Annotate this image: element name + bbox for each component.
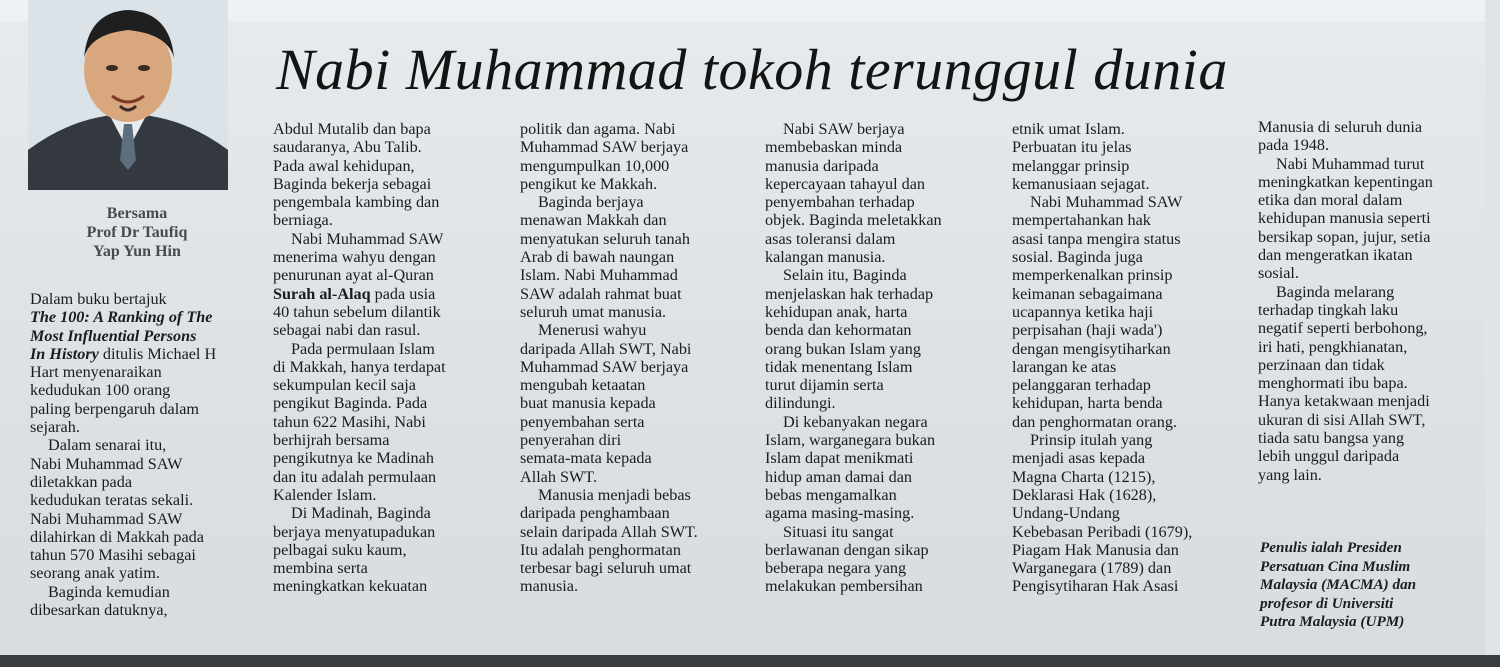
text-line: Baginda berjaya bbox=[538, 193, 644, 212]
text-line: kemanusiaan sejagat. bbox=[1012, 174, 1150, 193]
text-line: Nabi Muhammad SAW bbox=[1030, 193, 1183, 212]
text-line: pelanggaran terhadap bbox=[1012, 376, 1151, 395]
credit-line: Persatuan Cina Muslim bbox=[1260, 557, 1411, 575]
text-line: politik dan agama. Nabi bbox=[520, 120, 676, 138]
text-line: asasi tanpa mengira status bbox=[1012, 229, 1181, 248]
text-line bbox=[273, 285, 503, 303]
text-line: Kalender Islam. bbox=[273, 485, 377, 504]
text-line: pelbagai suku kaum, bbox=[273, 540, 407, 559]
text-line: sebagai nabi dan rasul. bbox=[273, 321, 421, 340]
text-line: objek. Baginda meletakkan bbox=[765, 211, 942, 230]
text-line bbox=[30, 345, 260, 363]
article-column-1 bbox=[30, 290, 260, 619]
text-line: Hanya ketakwaan menjadi bbox=[1258, 392, 1430, 411]
text-line: kedudukan 100 orang bbox=[30, 381, 171, 400]
text-line: Warganegara (1789) dan bbox=[1012, 559, 1172, 578]
text-line: Manusia menjadi bebas bbox=[538, 485, 691, 504]
text-line: penyembahan terhadap bbox=[765, 193, 915, 212]
byline bbox=[42, 204, 232, 261]
article-column-4 bbox=[765, 120, 995, 596]
text-line: kalangan manusia. bbox=[765, 248, 886, 267]
text-line: dengan mengisytiharkan bbox=[1012, 339, 1171, 358]
text-line: pengikutnya ke Madinah bbox=[273, 449, 434, 468]
text-line: tiada satu bangsa yang bbox=[1258, 429, 1405, 448]
text-line: Manusia di seluruh dunia bbox=[1258, 118, 1423, 136]
text-line: menyatukan seluruh tanah bbox=[520, 229, 690, 248]
text-line: tahun 570 Masihi sebagai bbox=[30, 546, 196, 565]
text-line: berniaga. bbox=[273, 211, 333, 230]
book-title-line: The 100: A Ranking of The bbox=[30, 308, 213, 327]
text-line: sekumpulan kecil saja bbox=[273, 376, 416, 395]
text-line: menjadi asas kepada bbox=[1012, 449, 1146, 468]
text-line: perpisahan (haji wada') bbox=[1012, 321, 1163, 340]
text-line: menjelaskan hak terhadap bbox=[765, 284, 934, 303]
text-line: pada 1948. bbox=[1258, 136, 1330, 155]
text-line: pengikut Baginda. Pada bbox=[273, 394, 428, 413]
text-line: berlawanan dengan sikap bbox=[765, 540, 929, 559]
text-line: Baginda kemudian bbox=[48, 582, 170, 601]
text-line: membina serta bbox=[273, 559, 368, 578]
text-line: seorang anak yatim. bbox=[30, 564, 160, 583]
text-line: buat manusia kepada bbox=[520, 394, 656, 413]
text-line: bebas mengamalkan bbox=[765, 485, 897, 504]
text-line: Nabi Muhammad SAW bbox=[291, 229, 444, 248]
right-margin-strip bbox=[1485, 0, 1500, 667]
text-line: berjaya menyatupadukan bbox=[273, 522, 436, 541]
headline: Nabi Muhammad tokoh terunggul dunia bbox=[276, 37, 1228, 102]
text-line: Baginda melarang bbox=[1276, 282, 1395, 301]
surah-name: Surah al-Alaq bbox=[273, 284, 371, 303]
text-line: Abdul Mutalib dan bapa bbox=[273, 120, 431, 138]
text-line: hidup aman damai dan bbox=[765, 467, 912, 486]
text-line: etika dan moral dalam bbox=[1258, 191, 1403, 210]
text-line: Deklarasi Hak (1628), bbox=[1012, 485, 1157, 504]
text-line: ukuran di sisi Allah SWT, bbox=[1258, 410, 1426, 429]
author-credit-note bbox=[1260, 539, 1485, 632]
text-line: Islam, warganegara bukan bbox=[765, 431, 936, 450]
text-line: mempertahankan hak bbox=[1012, 211, 1151, 230]
article-column-6 bbox=[1258, 118, 1483, 484]
text-line: Prinsip itulah yang bbox=[1030, 431, 1153, 450]
text-line: Itu adalah penghormatan bbox=[520, 540, 681, 559]
text-line: sosial. Baginda juga bbox=[1012, 248, 1143, 267]
text-line: penyerahan diri bbox=[520, 431, 622, 450]
text-line: manusia daripada bbox=[765, 156, 879, 175]
credit-line: Malaysia (MACMA) dan bbox=[1260, 576, 1417, 594]
text-line: Nabi Muhammad SAW bbox=[30, 454, 183, 473]
text-line: dan penghormatan orang. bbox=[1012, 412, 1177, 431]
text-line: yang lain. bbox=[1258, 465, 1322, 484]
text-line: negatif seperti berbohong, bbox=[1258, 319, 1428, 338]
text-line: sosial. bbox=[1258, 264, 1299, 283]
text-line: kehidupan, harta benda bbox=[1012, 394, 1163, 413]
author-photo bbox=[28, 0, 228, 190]
text-line: turut dijamin serta bbox=[765, 376, 884, 395]
text-line: Dalam buku bertajuk bbox=[30, 290, 167, 308]
text-line: orang bukan Islam yang bbox=[765, 339, 921, 358]
text-line: seluruh umat manusia. bbox=[520, 302, 667, 321]
article-column-3 bbox=[520, 120, 750, 596]
text-line: semata-mata kepada bbox=[520, 449, 652, 468]
text-line: selain daripada Allah SWT. bbox=[520, 522, 698, 541]
text-line: meningkatkan kekuatan bbox=[273, 577, 428, 596]
text-line: bersikap sopan, jujur, setia bbox=[1258, 227, 1431, 246]
text-line: Menerusi wahyu bbox=[538, 321, 647, 340]
text-line: Dalam senarai itu, bbox=[48, 436, 167, 455]
text-line: melakukan pembersihan bbox=[765, 577, 923, 596]
text-line: dilahirkan di Makkah pada bbox=[30, 527, 204, 546]
text-fragment: pada usia bbox=[374, 284, 436, 303]
text-line: Nabi SAW berjaya bbox=[783, 120, 905, 138]
text-line: Hart menyenaraikan bbox=[30, 363, 162, 382]
text-line: Muhammad SAW berjaya bbox=[520, 138, 689, 157]
text-line: Magna Charta (1215), bbox=[1012, 467, 1156, 486]
byline-label: Bersama bbox=[106, 205, 168, 222]
credit-line: Penulis ialah Presiden bbox=[1260, 539, 1402, 556]
text-line: Piagam Hak Manusia dan bbox=[1012, 540, 1179, 559]
text-line: mengumpulkan 10,000 bbox=[520, 156, 670, 175]
text-line: ucapannya ketika haji bbox=[1012, 302, 1154, 321]
author-name-line2: Yap Yun Hin bbox=[93, 243, 181, 260]
text-line: lebih unggul daripada bbox=[1258, 447, 1400, 466]
text-line: diletakkan pada bbox=[30, 472, 133, 491]
text-line: Allah SWT. bbox=[520, 467, 598, 486]
text-line: kepercayaan tahayul dan bbox=[765, 174, 925, 193]
text-line: benda dan kehormatan bbox=[765, 321, 912, 340]
text-line: Muhammad SAW berjaya bbox=[520, 357, 689, 376]
text-line: tahun 622 Masihi, Nabi bbox=[273, 412, 426, 431]
text-line: melanggar prinsip bbox=[1012, 156, 1130, 175]
text-line: manusia. bbox=[520, 577, 578, 596]
book-title-fragment: In History bbox=[30, 344, 99, 363]
text-line: terhadap tingkah laku bbox=[1258, 300, 1399, 319]
text-line: dibesarkan datuknya, bbox=[30, 601, 168, 620]
text-line: 40 tahun sebelum dilantik bbox=[273, 302, 441, 321]
text-line: asas toleransi dalam bbox=[765, 229, 896, 248]
credit-line: Putra Malaysia (UPM) bbox=[1260, 613, 1405, 631]
text-line: dan itu adalah permulaan bbox=[273, 467, 437, 486]
text-line: iri hati, pengkhianatan, bbox=[1258, 337, 1408, 356]
text-line: penyembahan serta bbox=[520, 412, 645, 431]
text-line: saudaranya, Abu Talib. bbox=[273, 138, 422, 157]
text-line: Perbuatan itu jelas bbox=[1012, 138, 1132, 157]
text-line: berhijrah bersama bbox=[273, 431, 390, 450]
text-line: perzinaan dan tidak bbox=[1258, 355, 1385, 374]
text-line: Nabi Muhammad turut bbox=[1276, 154, 1425, 173]
text-line: Arab di bawah naungan bbox=[520, 248, 675, 267]
text-line: kedudukan teratas sekali. bbox=[30, 491, 194, 510]
text-line: keimanan sebagaimana bbox=[1012, 284, 1163, 303]
text-line: Pada awal kehidupan, bbox=[273, 156, 415, 175]
text-line: larangan ke atas bbox=[1012, 357, 1117, 376]
text-line: daripada Allah SWT, Nabi bbox=[520, 339, 692, 358]
text-line: Di Madinah, Baginda bbox=[291, 504, 431, 523]
article-column-2 bbox=[273, 120, 503, 596]
text-line: membebaskan minda bbox=[765, 138, 903, 157]
text-line: sejarah. bbox=[30, 418, 80, 437]
credit-line: profesor di Universiti bbox=[1260, 594, 1394, 612]
book-title-line: Most Influential Persons bbox=[30, 326, 197, 345]
article-column-5 bbox=[1012, 120, 1242, 596]
text-line: pengikut ke Makkah. bbox=[520, 174, 658, 193]
text-line: Kebebasan Peribadi (1679), bbox=[1012, 522, 1193, 541]
text-line: kehidupan anak, harta bbox=[765, 302, 908, 321]
text-line: meningkatkan kepentingan bbox=[1258, 172, 1433, 191]
text-line: Nabi Muhammad SAW bbox=[30, 509, 183, 528]
text-line: menawan Makkah dan bbox=[520, 211, 667, 230]
text-line: mengubah ketaatan bbox=[520, 376, 646, 395]
text-line: memperkenalkan prinsip bbox=[1012, 266, 1173, 285]
text-line: Undang-Undang bbox=[1012, 504, 1120, 523]
text-line: Di kebanyakan negara bbox=[783, 412, 928, 431]
text-line: terbesar bagi seluruh umat bbox=[520, 559, 692, 578]
text-line: Pada permulaan Islam bbox=[291, 339, 435, 358]
bottom-bleed-strip bbox=[0, 655, 1500, 667]
text-line: pengembala kambing dan bbox=[273, 193, 440, 212]
text-line: Baginda bekerja sebagai bbox=[273, 174, 432, 193]
text-line: penurunan ayat al-Quran bbox=[273, 266, 434, 285]
text-line: dilindungi. bbox=[765, 394, 836, 413]
text-line: menerima wahyu dengan bbox=[273, 248, 436, 267]
text-line: etnik umat Islam. bbox=[1012, 120, 1125, 138]
text-line: kehidupan manusia seperti bbox=[1258, 209, 1431, 228]
author-name-line1: Prof Dr Taufiq bbox=[86, 224, 188, 241]
text-line: tidak menentang Islam bbox=[765, 357, 913, 376]
text-line: SAW adalah rahmat buat bbox=[520, 284, 682, 303]
text-line: di Makkah, hanya terdapat bbox=[273, 357, 446, 376]
text-line: menghormati ibu bapa. bbox=[1258, 374, 1408, 393]
text-line: dan mengeratkan ikatan bbox=[1258, 246, 1413, 265]
text-line: Islam. Nabi Muhammad bbox=[520, 266, 678, 285]
text-line: paling berpengaruh dalam bbox=[30, 399, 200, 418]
text-fragment: ditulis Michael H bbox=[102, 344, 217, 363]
text-line: beberapa negara yang bbox=[765, 559, 907, 578]
text-line: agama masing-masing. bbox=[765, 504, 915, 523]
text-line: Islam dapat menikmati bbox=[765, 449, 914, 468]
text-line: daripada penghambaan bbox=[520, 504, 670, 523]
text-line: Selain itu, Baginda bbox=[783, 266, 907, 285]
text-line: Situasi itu sangat bbox=[783, 522, 894, 541]
text-line: Pengisytiharan Hak Asasi bbox=[1012, 577, 1179, 596]
